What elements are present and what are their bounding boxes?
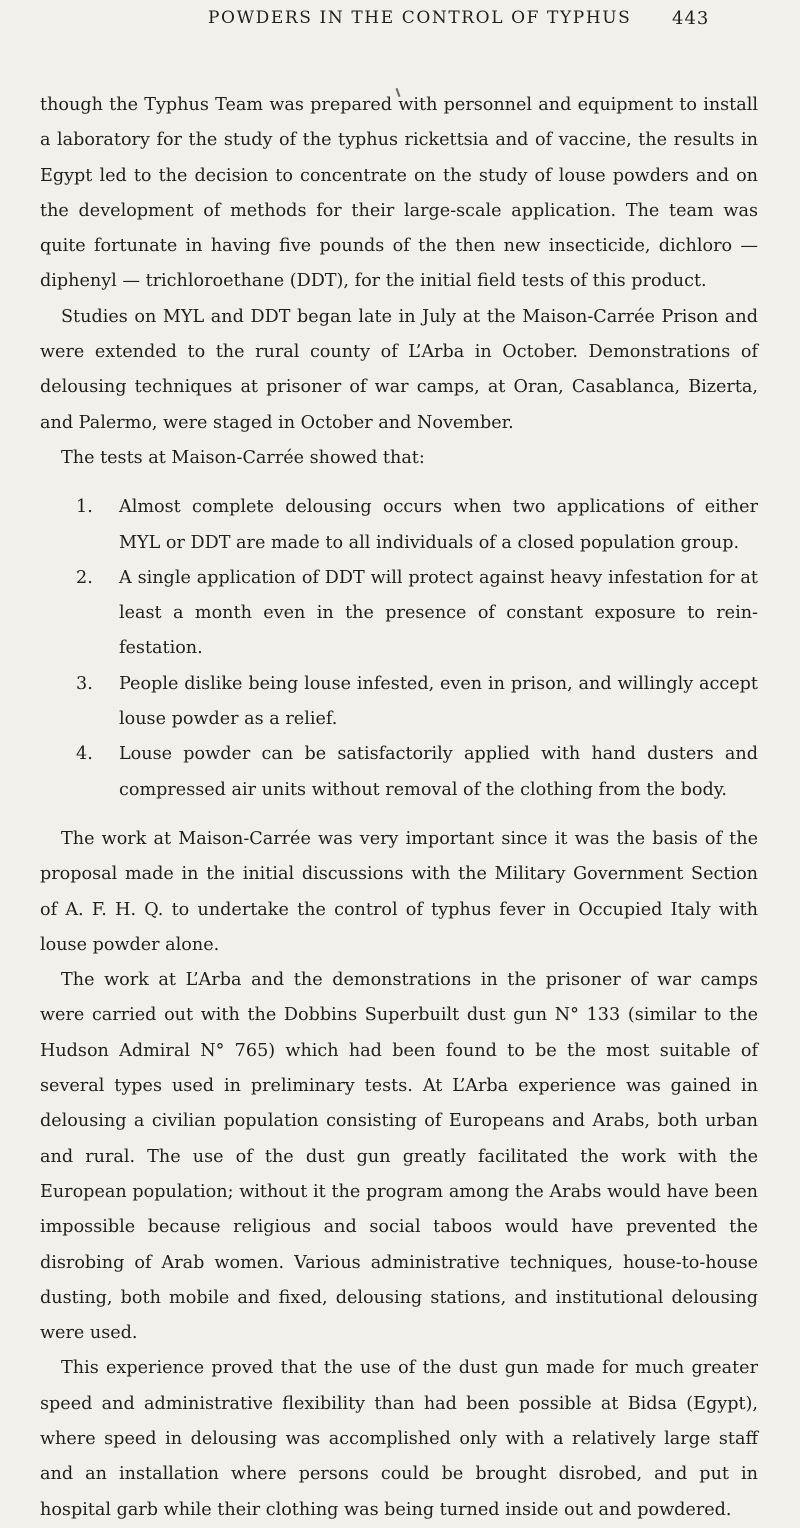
list-item [76, 667, 758, 738]
paragraph-experience: This experience proved that the use of the dust gun made for much greater speed and administrative flexibility than had been possible at Bidsa (Egypt), where speed in delousing was accomplished only with a relatively large staff and an installation where persons could be brought disrobed, and put in hospital garb while their clothing was being turned inside out and powdered. [40, 1358, 758, 1520]
running-head [0, 6, 800, 36]
paragraph-maison-carree: The work at Maison-Carrée was very important since it was the basis of the proposal made in the initial discussions with the Military Government Section of A. F. H. Q. to undertake the control of typhus fever in Occupied Italy with louse powder alone. [40, 828, 758, 955]
list-item-text: Louse powder can be satisfactorily applied with hand dusters and compressed air units without removal of the clothing from the body. [119, 744, 758, 800]
paragraph-larba: The work at L’Arba and the demonstrations in the prisoner of war camps were carried out with the Dobbins Superbuilt dust gun N° 133 (similar to the Hudson Admiral N° 765) which had been found to be the most suitable of several types used in preliminary tests. At L’Arba experience was gained in delousing a civilian population consisting of Europeans and Arabs, both urban and rural. The use of the dust gun greatly facilitated the work with the European population; without it the program among the Arabs would have been impossible because religious and social taboos would have prevented the disrobing of Arab women. Various administrative techniques, house-to-house dusting, both mobile and fixed, delousing stations, and institutional delousing were used. [40, 970, 758, 1344]
page-number: 443 [672, 8, 710, 29]
list-item-text: People dislike being louse infested, even in prison, and willingly accept louse powder as a relief. [119, 673, 758, 730]
list-item-text: Almost complete delousing occurs when two applications of either MYL or DDT are made to all individuals of a closed population group. [119, 497, 758, 553]
list-item [76, 737, 758, 808]
list-item [76, 561, 758, 667]
list-item-text: A single application of DDT will protect against heavy infestation for at least a month even in the presence of constant exposure to rein-festation. [119, 567, 758, 659]
list-item-number: 3. [76, 673, 93, 694]
list-item-number: 2. [76, 567, 93, 588]
findings-list [40, 490, 758, 808]
body-text [40, 88, 758, 1528]
paragraph-studies: Studies on MYL and DDT began late in July at the Maison-Carrée Prison and were extended to the rural county of L’Arba in October. Demonstrations of delousing techniques at prisoner of war camps, at Oran, Casablanca, Bizerta, and Palermo, were staged in October and November. [40, 306, 758, 433]
paragraph-continuation: though the Typhus Team was prepared with personnel and equipment to install a laboratory for the study of the typhus rickettsia and of vaccine, the results in Egypt led to the decision to concentrate on the study of louse powders and on the development of methods for their large-scale application. The team was quite fortunate in having five pounds of the then new insecticide, dichloro —diphenyl — trichloroethane (DDT), for the initial field tests of this product. [40, 95, 758, 292]
paragraph-tests-intro: The tests at Maison-Carrée showed that: [61, 447, 425, 468]
list-item [76, 490, 758, 561]
list-item-number: 1. [76, 497, 93, 518]
list-item-number: 4. [76, 744, 93, 765]
running-title: POWDERS IN THE CONTROL OF TYPHUS [208, 8, 632, 28]
